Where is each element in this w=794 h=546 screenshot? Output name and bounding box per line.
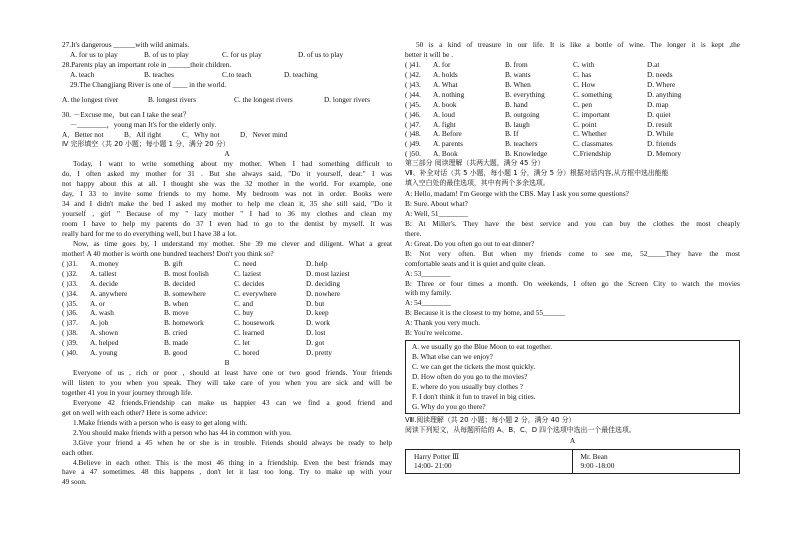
option[interactable]: D. most laziest xyxy=(306,268,350,278)
question-30-stem: 30. －Excuse me，but can I take the seat？ xyxy=(62,109,191,119)
option-row xyxy=(405,100,740,110)
answer-blank[interactable]: ( )38. xyxy=(62,328,78,338)
dialog-option: D. How often do you go to the movies? xyxy=(412,371,528,381)
option[interactable]: B. made xyxy=(164,338,189,348)
answer-blank[interactable]: ( )36. xyxy=(62,308,78,318)
passage-line: Today, I want to write something about my mother. When I had something difficult to xyxy=(73,159,392,169)
answer-blank[interactable]: ( )44. xyxy=(405,89,421,99)
option[interactable]: C. has xyxy=(573,69,592,79)
option-row xyxy=(62,328,392,338)
option[interactable]: A. Book xyxy=(433,149,458,159)
option[interactable]: C.Friendship xyxy=(573,149,611,159)
option[interactable]: A. wash xyxy=(90,308,114,318)
movie-cell-mr-bean xyxy=(573,450,740,474)
passage-b-ending xyxy=(405,40,740,60)
option[interactable]: D. of us to play xyxy=(298,49,344,59)
passage-b-label: B xyxy=(224,358,230,368)
option[interactable]: C.to teach xyxy=(222,69,252,79)
passage-line: better it will be . xyxy=(405,49,454,59)
question-28-stem: 28.Parents play an important role in ______their children. xyxy=(62,59,232,69)
movie-time: 9:00 -18:00 xyxy=(580,461,615,471)
option[interactable]: B. homework xyxy=(164,318,204,328)
dialog-option: A. we usually go the Blue Moon to eat together. xyxy=(412,342,553,352)
option-row xyxy=(405,60,740,70)
question-28-options xyxy=(62,70,392,80)
option[interactable]: B．All right xyxy=(124,129,162,139)
option[interactable]: C. buy xyxy=(234,308,254,318)
answer-blank[interactable]: ( )39. xyxy=(62,338,78,348)
question-27-stem: 27.It's dangerous ______with wild animals. xyxy=(62,40,190,49)
option[interactable]: C. bored xyxy=(234,348,260,358)
passage-b xyxy=(62,368,392,487)
option[interactable]: A. money xyxy=(90,258,119,268)
passage-line: not happy about this at all. I thought she was the 32 mother in the world. For example, one xyxy=(62,179,392,189)
passage-line: 3.Give your friend a 45 when he or she is in trouble. Friends should always be ready to help xyxy=(73,437,392,447)
dialog-line: B: At Miller's. They have the best service and you can buy the clothes the most cheaply xyxy=(405,218,740,228)
dialog-line: B: You're welcome. xyxy=(405,328,463,338)
option[interactable]: B. longest rivers xyxy=(148,94,197,104)
section-4-title: Ⅳ 完形填空（共 20 小题；每小题 1 分，满分 20 分） xyxy=(62,139,230,148)
option[interactable]: D. but xyxy=(306,298,325,308)
option[interactable]: A. teach xyxy=(70,69,95,79)
passage-line: mother! A 40 mother is worth one hundred teachers! Don't you think so? xyxy=(62,248,274,258)
option[interactable]: A. Before xyxy=(433,129,462,139)
option[interactable]: C. housework xyxy=(234,318,275,328)
passage-a xyxy=(62,159,392,258)
dialog-line: comfortable seats and it is quiet and quite clean. xyxy=(405,258,546,268)
option[interactable]: B. teaches xyxy=(144,69,174,79)
section-8-intro: 阅读下列短文，从每题所给的 A、B、C、D 四个选项中选出一个最佳选项。 xyxy=(405,425,636,434)
passage-line: yourself , girl " Because of my " lazy mother " I had to 36 my clothes and clean my xyxy=(62,209,392,219)
option-row xyxy=(405,70,740,80)
option-row xyxy=(62,348,392,358)
option-row xyxy=(405,80,740,90)
left-column xyxy=(62,40,392,487)
option[interactable]: A. fight xyxy=(433,119,456,129)
dialog-line: A: 54________ xyxy=(405,298,451,308)
option[interactable]: D. While xyxy=(647,129,674,139)
dialog-option: F. I don't think it fun to travel in big cities. xyxy=(412,391,536,401)
section-7-title: Ⅶ、补全对话（共 5 小题，每小题 1 分，满分 5 分）根据对话内容,从方框中选出能能 xyxy=(405,169,669,178)
movie-time: 14:00- 21:00 xyxy=(414,461,452,471)
question-30-line2: －________，young man It's for the elderly only. xyxy=(70,119,217,129)
answer-blank[interactable]: ( )35. xyxy=(62,298,78,308)
option[interactable]: A. decide xyxy=(90,278,118,288)
option-row xyxy=(405,110,740,120)
option[interactable]: D. got xyxy=(306,338,325,348)
option[interactable]: B. most foolish xyxy=(164,268,209,278)
answer-blank[interactable]: ( )43. xyxy=(405,79,421,89)
dialog-line: with my family. xyxy=(405,288,452,298)
option[interactable]: C. everywhere xyxy=(234,288,277,298)
dialog-line: A: Well, 51________ xyxy=(405,208,468,218)
answer-blank[interactable]: ( )42. xyxy=(405,69,421,79)
passage-line: Everyone 42 friends.Friendship can make us happier 43 can we find a good friend and xyxy=(73,397,392,407)
answer-blank[interactable]: ( )33. xyxy=(62,278,78,288)
section-8-title: Ⅷ.阅读理解（共 20 小题；每小题 2 分，满分 40 分） xyxy=(405,415,576,424)
option[interactable]: A. loud xyxy=(433,109,455,119)
option[interactable]: C. and xyxy=(234,298,254,308)
dialog-option: E. where do you usually buy clothes ? xyxy=(412,381,524,391)
option[interactable]: D. help xyxy=(306,258,328,268)
option[interactable]: A. nothing xyxy=(433,89,465,99)
option[interactable]: B. wants xyxy=(505,69,531,79)
passage-line: together 41 you in your journey through life. xyxy=(62,387,193,397)
movie-title: Mr. Bean xyxy=(580,451,608,461)
option[interactable]: A. What xyxy=(433,79,458,89)
option[interactable]: C. learned xyxy=(234,328,264,338)
answer-blank[interactable]: ( )31. xyxy=(62,258,78,268)
option[interactable]: B. cried xyxy=(164,328,188,338)
option[interactable]: B. laugh xyxy=(505,119,530,129)
option[interactable]: A. young xyxy=(90,348,118,358)
question-29-stem: 29.The Changjiang River is one of ____ in the world. xyxy=(70,79,227,89)
dialog xyxy=(405,189,740,338)
option[interactable]: A. job xyxy=(90,318,109,328)
option[interactable]: A. anywhere xyxy=(90,288,128,298)
option-row xyxy=(405,90,740,100)
passage-line: each other. xyxy=(62,447,94,457)
option[interactable]: C. Whether xyxy=(573,129,607,139)
passage-line: will listen to you when you speak. They will take care of you when you are sick and will be xyxy=(62,378,392,387)
passage-a-options xyxy=(62,259,392,358)
option[interactable]: B. somewhere xyxy=(164,288,206,298)
answer-blank[interactable]: ( )46. xyxy=(405,109,421,119)
option[interactable]: D. needs xyxy=(647,69,673,79)
passage-a-label: A xyxy=(224,149,230,159)
option[interactable]: A. the longest river xyxy=(62,94,119,104)
option-row xyxy=(62,308,392,318)
question-29-options xyxy=(62,95,392,105)
option[interactable]: B. Knowledge xyxy=(505,149,548,159)
option[interactable]: D. anything xyxy=(647,89,682,99)
passage-line: 4.Believe in each other. This is the most 46 thing in a friendship. Even the best friends may xyxy=(73,457,392,467)
option-row xyxy=(62,279,392,289)
option[interactable]: D. friends xyxy=(647,139,677,149)
answer-blank[interactable]: ( )45. xyxy=(405,99,421,109)
option[interactable]: A. helped xyxy=(90,338,119,348)
option[interactable]: B. everything xyxy=(505,89,545,99)
question-27-options xyxy=(62,50,392,60)
option[interactable]: D. pretty xyxy=(306,348,332,358)
option[interactable]: D. teaching xyxy=(284,69,318,79)
option[interactable]: C. decides xyxy=(234,278,265,288)
option[interactable]: B. when xyxy=(164,298,189,308)
movie-title: Harry Potter Ⅲ xyxy=(414,451,460,461)
option[interactable]: B. hand xyxy=(505,99,528,109)
dialog-line: B: Because it is the closest to my home, and 55______ xyxy=(405,308,565,318)
passage-line: get on well with each other? Here is some advice: xyxy=(62,407,208,417)
option[interactable]: D. keep xyxy=(306,308,329,318)
dialog-option: G. Why do you go there? xyxy=(412,401,486,411)
passage-line: have a 47 sometimes. 48 this happens , don't let it last too long. Try to make up with your xyxy=(62,467,392,477)
part-3-title: 第三部分 阅读理解（共两大题，满分 45 分） xyxy=(405,159,545,168)
dialog-line: A: Hello, madam! I'm George with the CBS. May I ask you some questions? xyxy=(405,189,629,199)
passage-line: room I have to help my parents do 37 I even had to go to the dentist by myself. It was xyxy=(62,219,392,228)
option[interactable]: A. shown xyxy=(90,328,118,338)
dialog-line: A: Thank you very much. xyxy=(405,318,481,328)
option[interactable]: D. nowhere xyxy=(306,288,341,298)
passage-line: 1.Make friends with a person who is easy to get along with. xyxy=(73,417,248,427)
option[interactable]: B. from xyxy=(505,59,528,69)
passage-line: really hard for me to do everything well, but I have 38 a lot. xyxy=(62,228,237,238)
dialog-options-box xyxy=(405,340,740,414)
passage-line: 49 soon. xyxy=(62,477,87,487)
option-row xyxy=(62,338,392,348)
option[interactable]: C. let xyxy=(234,338,250,348)
movie-cell-harry-potter xyxy=(406,450,573,474)
option[interactable]: D. work xyxy=(306,318,330,328)
option-row xyxy=(62,259,392,269)
option[interactable]: C. for us play xyxy=(222,49,262,59)
answer-blank[interactable]: ( )48. xyxy=(405,129,421,139)
passage-line: 2.You should make friends with a person who has 44 in common with you. xyxy=(73,427,292,437)
option[interactable]: A. for xyxy=(433,59,451,69)
option[interactable]: C. need xyxy=(234,258,257,268)
answer-blank[interactable]: ( )40. xyxy=(62,348,78,358)
option[interactable]: B. teachers xyxy=(505,139,538,149)
passage-line: 50 is a kind of treasure in our life. It is like a bottle of wine. The longer it is kept ,the xyxy=(416,40,740,49)
option[interactable]: B. good xyxy=(164,348,188,358)
option-row xyxy=(405,120,740,130)
option[interactable]: D. map xyxy=(647,99,669,109)
option[interactable]: D. lost xyxy=(306,328,326,338)
option[interactable]: A. parents xyxy=(433,139,463,149)
option[interactable]: D．Never mind xyxy=(240,129,288,139)
dialog-line: A: Great. Do you often go out to eat dinner? xyxy=(405,238,535,248)
option-row xyxy=(62,269,392,279)
answer-blank[interactable]: ( )49. xyxy=(405,139,421,149)
option[interactable]: C. with xyxy=(573,59,595,69)
dialog-option: C. we can get the tickets the most quickly. xyxy=(412,362,536,371)
answer-blank[interactable]: ( )41. xyxy=(405,59,421,69)
option[interactable]: D. quiet xyxy=(647,109,671,119)
option-row xyxy=(62,299,392,309)
option[interactable]: A. tallest xyxy=(90,268,117,278)
option[interactable]: D.at xyxy=(647,59,660,69)
option-row xyxy=(405,149,740,159)
option[interactable]: C. laziest xyxy=(234,268,262,278)
movie-schedule-table xyxy=(405,449,740,475)
option[interactable]: A．Better not xyxy=(62,129,104,139)
option[interactable]: B. outgoing xyxy=(505,109,540,119)
option-row xyxy=(405,139,740,149)
option[interactable]: B. move xyxy=(164,308,189,318)
answer-blank[interactable]: ( )37. xyxy=(62,318,78,328)
option[interactable]: B. When xyxy=(505,79,531,89)
dialog-line: A: 53________ xyxy=(405,268,451,278)
right-column xyxy=(405,40,740,474)
passage-b-options xyxy=(405,60,740,159)
passage-line: do, I often asked my mother for 31 . But she always said, "Do it yourself, dear." I was xyxy=(62,169,392,179)
option[interactable]: D. result xyxy=(647,119,673,129)
option-row xyxy=(62,318,392,328)
option[interactable]: C. classmates xyxy=(573,139,613,149)
option[interactable]: A. for us to play xyxy=(70,49,118,59)
option[interactable]: C. pen xyxy=(573,99,593,109)
option[interactable]: D. deciding xyxy=(306,278,341,288)
passage-line: Now, as time goes by, I understand my mother. She 39 me clever and diligent. What a great xyxy=(73,238,392,248)
option[interactable]: C. point xyxy=(573,119,597,129)
answer-blank[interactable]: ( )34. xyxy=(62,288,78,298)
option[interactable]: A. book xyxy=(433,99,457,109)
answer-blank[interactable]: ( )47. xyxy=(405,119,421,129)
option[interactable]: B. gift xyxy=(164,258,183,268)
option[interactable]: B. of us to play xyxy=(144,49,189,59)
dialog-line: B: Three or four times a month. On weekends, I often go the Screen City to watch the movies xyxy=(405,278,740,288)
option[interactable]: A. or xyxy=(90,298,105,308)
option[interactable]: C. How xyxy=(573,79,596,89)
section-7-title-line2: 填入空白处的最佳选项，其中有两个多余选项。 xyxy=(405,179,550,188)
passage-line: Everyone of us , rich or poor , should at least have one or two good friends. Your friends xyxy=(73,368,392,378)
option[interactable]: B. If xyxy=(505,129,519,139)
option[interactable]: C．Why not xyxy=(182,129,220,139)
option[interactable]: C. the longest rivers xyxy=(234,94,293,104)
option[interactable]: A. holds xyxy=(433,69,458,79)
dialog-line: there. xyxy=(405,228,422,238)
answer-blank[interactable]: ( )32. xyxy=(62,268,78,278)
dialog-option: B. What else can we enjoy? xyxy=(412,352,493,362)
option[interactable]: C. important xyxy=(573,109,610,119)
dialog-line: B: Sure. About what? xyxy=(405,199,468,208)
question-30-options xyxy=(62,130,392,140)
option[interactable]: D. longer rivers xyxy=(324,94,370,104)
passage-line: 34 and I didn't make the bed I asked my mother to help me clean it, 35 she still said, "Do it xyxy=(62,199,392,209)
option[interactable]: D. Where xyxy=(647,79,676,89)
option[interactable]: C. something xyxy=(573,89,612,99)
dialog-line: B: Not very often. But when my friends come to see me, 52_____They have the most xyxy=(405,248,740,258)
answer-blank[interactable]: ( )50. xyxy=(405,149,421,159)
option[interactable]: B. decided xyxy=(164,278,196,288)
option[interactable]: D. Memory xyxy=(647,149,682,159)
option-row xyxy=(62,289,392,299)
passage-line: day, I 33 to invite some friends to my home. My bedroom was not in order. Books were xyxy=(62,189,392,199)
passage-8a-label: A xyxy=(569,435,576,445)
option-row xyxy=(405,129,740,139)
